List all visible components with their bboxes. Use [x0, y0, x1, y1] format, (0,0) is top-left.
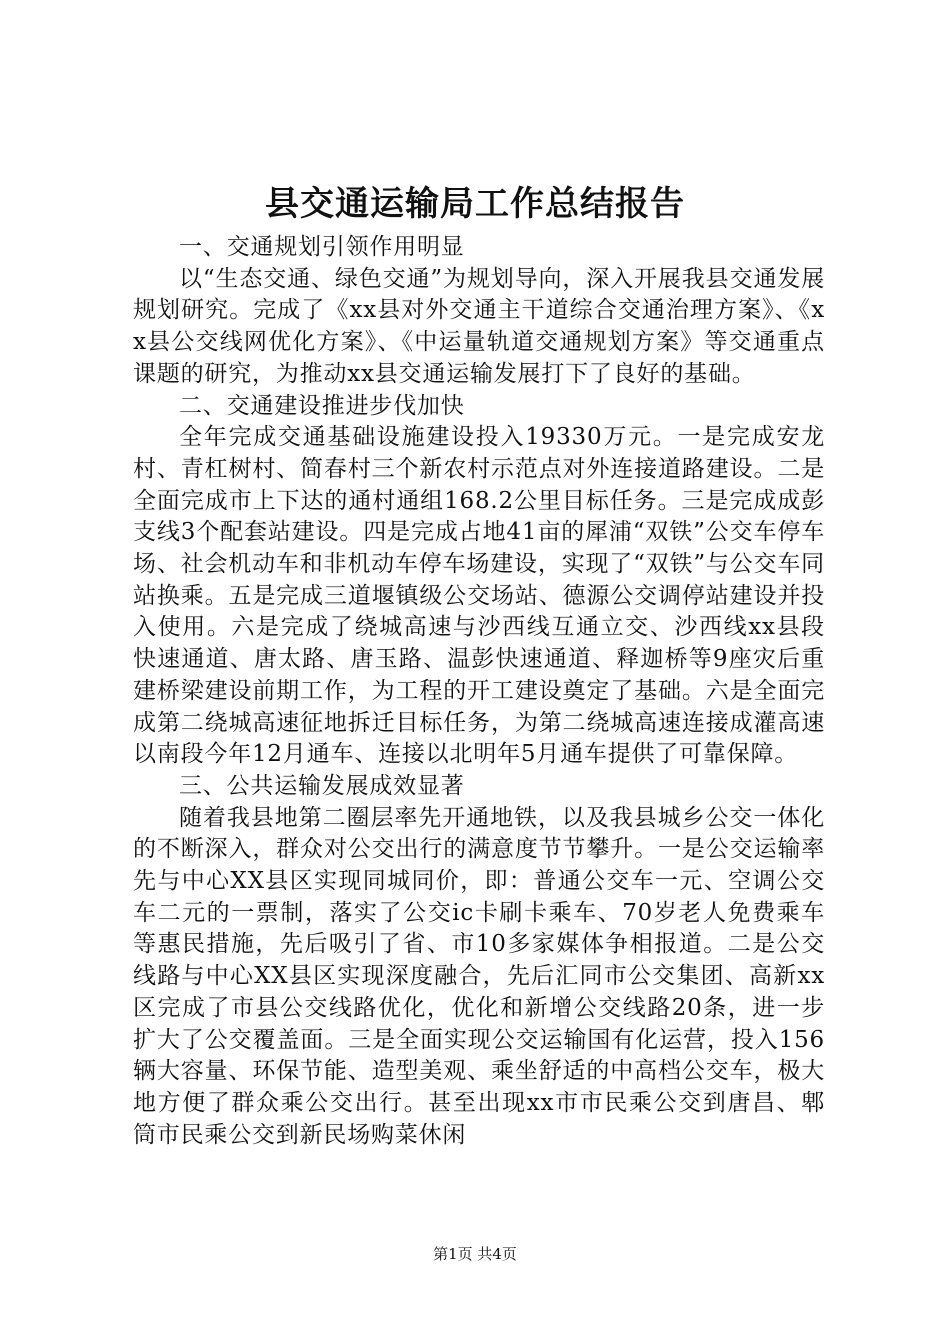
paragraph-2: 全年完成交通基础设施建设投入19330万元。一是完成安龙村、青杠树村、简春村三个新农村示范点对外连接道路建设。二是全面完成市上下达的通村通组168.2公里目标任务。三是完成成彭支线3个配套站建设。四是完成占地41亩的犀浦“双铁”公交车停车场、社会机动车和非机动车停车场建设，实现了“双铁”与公交车同站换乘。五是完成三道堰镇级公交场站、德源公交调停站建设并投入使用。六是完成了绕城高速与沙西线互通立交、沙西线xx县段快速通道、唐太路、唐玉路、温彭快速通道、释迦桥等9座灾后重建桥梁建设前期工作，为工程的开工建设奠定了基础。六是全面完成第二绕城高速征地拆迁目标任务，为第二绕城高速连接成灌高速以南段今年12月通车、连接以北明年5月通车提供了可靠保障。: [133, 424, 825, 768]
paragraph-3: 随着我县地第二圈层率先开通地铁，以及我县城乡公交一体化的不断深入，群众对公交出行的满意度节节攀升。一是公交运输率先与中心XX县区实现同城同价，即：普通公交车一元、空调公交车二元的一票制，落实了公交ic卡刷卡乘车、70岁老人免费乘车等惠民措施，先后吸引了省、市10多家媒体争相报道。二是公交线路与中心XX县区实现深度融合，先后汇同市公交集团、高新xx区完成了市县公交线路优化，优化和新增公交线路20条，进一步扩大了公交覆盖面。三是全面实现公交运输国有化运营，投入156辆大容量、环保节能、造型美观、乘坐舒适的中高档公交车，极大地方便了群众乘公交出行。甚至出现xx市市民乘公交到唐昌、郫筒市民乘公交到新民场购菜休闲: [133, 804, 825, 1148]
page-title: 县交通运输局工作总结报告: [265, 184, 685, 224]
section-heading-3: 三、公共运输发展成效显著: [179, 772, 465, 799]
page-number-footer: 第1页 共4页: [433, 1245, 517, 1263]
document-body: [133, 232, 825, 1151]
paragraph-1: 以“生态交通、绿色交通”为规划导向，深入开展我县交通发展规划研究。完成了《xx县对外交通主干道综合交通治理方案》、《xx县公交线网优化方案》、《中运量轨道交通规划方案》等交通重点课题的研究，为推动xx县交通运输发展打下了良好的基础。: [133, 265, 825, 387]
section-heading-2: 二、交通建设推进步伐加快: [179, 392, 465, 419]
section-heading-1: 一、交通规划引领作用明显: [179, 234, 465, 260]
